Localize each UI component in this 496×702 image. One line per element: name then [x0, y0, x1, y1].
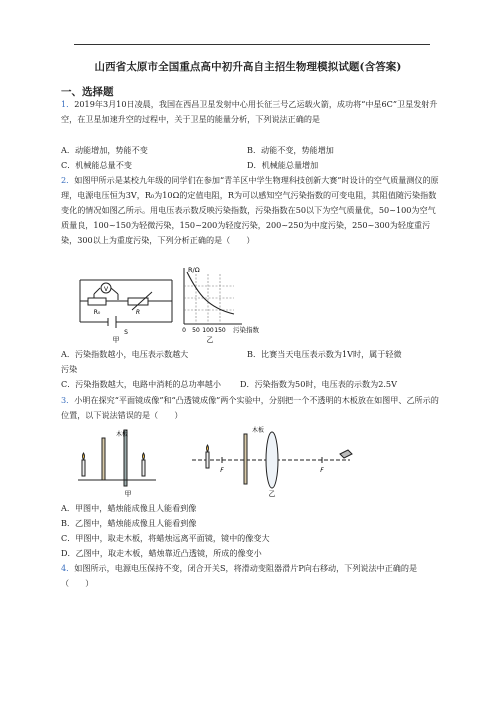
fixed-resistor-icon — [88, 298, 106, 305]
graph-y-label: R/Ω — [188, 266, 200, 274]
r0-label: R₀ — [93, 309, 101, 316]
q1-option-c: C．机械能总量不变 — [61, 160, 132, 170]
x-tick: 50 — [192, 327, 200, 334]
q3-figure — [72, 424, 362, 498]
question-number: 3． — [61, 395, 75, 405]
question-4 — [61, 561, 441, 591]
mirror-setup — [78, 430, 156, 486]
graph-x-label: 污染指数 — [233, 326, 259, 334]
x-tick: 150 — [214, 327, 226, 334]
q1-option-d: D．机械能总量增加 — [247, 160, 319, 170]
question-2-text: 如图甲所示是某校九年级的同学们在参加“青羊区中学生物理科技创新大赛”时设计的空气质量测仪的原理，电源电压恒为3V，R₀为10Ω的定值电阻，R为可以感知空气污染指数的可变电阻，其阻值随污染指数变化的情况如图乙所示。用电压表示数反映污染指数，污染指数在50以下为空气质量优，50~100为空气质量良，100~150为轻微污染，150~200为轻度污染，200~250为中度污染，250~300为轻度重污染，300以上为重度污染，下列分析正确的是（ ） — [61, 175, 439, 245]
question-number: 2． — [61, 175, 75, 185]
q2-option-d: D．污染指数为50时，电压表的示数为2.5V — [240, 379, 397, 389]
wood-board — [102, 438, 105, 480]
switch-label: S — [124, 329, 128, 336]
question-1-text: 2019年3月10日凌晨，我国在西昌卫星发射中心用长征三号乙运载火箭，成功将“中星6C”卫星发射升空，在卫星加速升空的过程中，关于卫星的能量分析，下列说法正确的是 — [61, 99, 438, 124]
candle-icon — [142, 460, 145, 476]
board-label: 木板 — [252, 427, 265, 434]
q2-figure — [72, 264, 272, 344]
q1-option-a: A．动能增加，势能不变 — [61, 145, 148, 155]
question-2 — [61, 173, 441, 248]
q3-option-d: D．乙图中，取走木板，蜡烛靠近凸透镜，所成的像变小 — [61, 548, 262, 558]
lens-setup — [192, 432, 352, 488]
header-rule — [74, 44, 430, 45]
section-heading: 一、选择题 — [61, 86, 114, 98]
question-3 — [61, 393, 441, 423]
page-title: 山西省太原市全国重点高中初升高自主招生物理模拟试题(含答案) — [94, 61, 402, 73]
board-label: 木板 — [116, 431, 129, 438]
focal-point-label: F — [320, 467, 324, 474]
q2-option-b-continued: 污染 — [61, 364, 78, 374]
q2-option-a: A．污染指数越小，电压表示数越大 — [61, 349, 189, 359]
resistance-graph — [184, 268, 242, 324]
convex-lens — [266, 432, 278, 488]
x-tick: 100 — [202, 327, 214, 334]
question-1 — [61, 97, 441, 127]
candle-icon — [206, 452, 209, 468]
resistance-curve — [187, 272, 234, 314]
question-4-text: 如图所示，电源电压保持不变，闭合开关S，将滑动变阻器滑片P向右移动，下列说法中正确的是（ ） — [61, 563, 418, 588]
figure-yi-label: 乙 — [268, 490, 276, 498]
q2-option-b: B．比赛当天电压表示数为1V时，属于轻微 — [247, 349, 402, 359]
q3-option-c: C．甲图中，取走木板，将蜡烛远离平面镜，镜中的像变大 — [61, 533, 270, 543]
figure-yi-label: 乙 — [206, 336, 214, 344]
focal-point-label: F — [220, 467, 224, 474]
wood-board — [244, 434, 247, 484]
candle-icon — [82, 460, 85, 476]
x-tick: 0 — [182, 327, 186, 334]
figure-jia-label: 甲 — [124, 490, 132, 498]
question-3-text: 小明在探究“平面镜成像”和“凸透镜成像”两个实验中，分别把一个不透明的木板放在如图甲、乙所示的位置，以下说法错误的是（ ） — [61, 395, 439, 420]
figure-jia-label: 甲 — [112, 336, 120, 344]
voltmeter-label: V — [103, 286, 109, 293]
eye-icon — [340, 450, 352, 458]
question-number: 4． — [61, 563, 75, 573]
q3-option-a: A．甲图中，蜡烛能成像且人能看到像 — [61, 503, 197, 513]
question-number: 1． — [61, 99, 75, 109]
q3-option-b: B．乙图中，蜡烛能成像且人能看到像 — [61, 518, 197, 528]
q1-option-b: B．动能不变，势能增加 — [247, 145, 334, 155]
r-label: R — [135, 309, 141, 316]
q2-option-c: C．污染指数越大，电路中消耗的总功率越小 — [61, 379, 221, 389]
circuit-diagram — [80, 280, 172, 328]
plane-mirror — [124, 430, 127, 486]
